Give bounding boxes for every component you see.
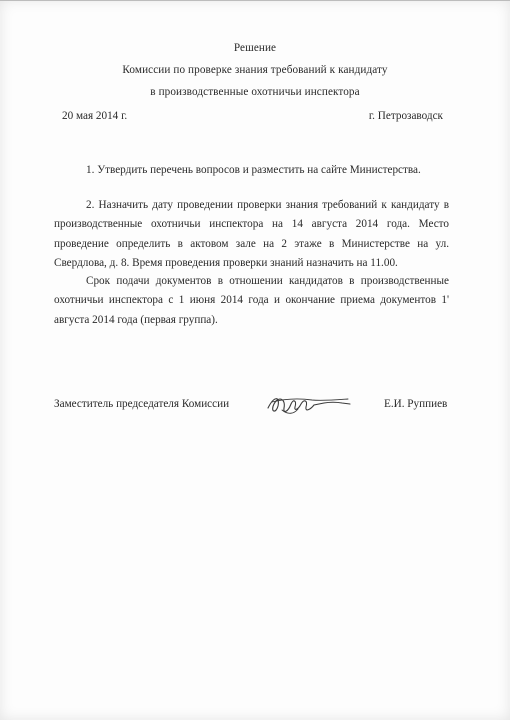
signature-block — [54, 392, 454, 422]
document-date: 20 мая 2014 г. — [62, 110, 128, 122]
handwritten-signature-icon — [264, 390, 354, 420]
signatory-name: Е.И. Руппиев — [384, 398, 448, 410]
paragraph-1: 1. Утвердить перечень вопросов и разместить на сайте Министерства. — [86, 164, 421, 176]
document-subheading-line1: Комиссии по проверке знания требований к кандидату — [122, 64, 388, 76]
signatory-role: Заместитель председателя Комиссии — [54, 398, 230, 410]
document-city: г. Петрозаводск — [368, 110, 443, 122]
paragraph-3: Срок подачи документов в отношении кандидатов в производственные охотничьи инспектора с 1 июня 2014 года и окончание приема документов 1' августа 2014 года (первая группа). — [54, 275, 449, 326]
top-edge-divider — [0, 0, 510, 1]
document-subheading-line2: в производственные охотничьи инспектора — [150, 86, 360, 98]
paragraph-2: 2. Назначить дату проведении проверки знания требований к кандидату в производственные охотничьи инспектора на 14 августа 2014 года. Место проведение определить в актовом зале на 2 этаже в Министерстве на ул. Свердлова, д. 8. Время проведения проверки знаний назначить на 11.00. — [54, 199, 449, 270]
document-heading: Решение — [233, 42, 277, 54]
